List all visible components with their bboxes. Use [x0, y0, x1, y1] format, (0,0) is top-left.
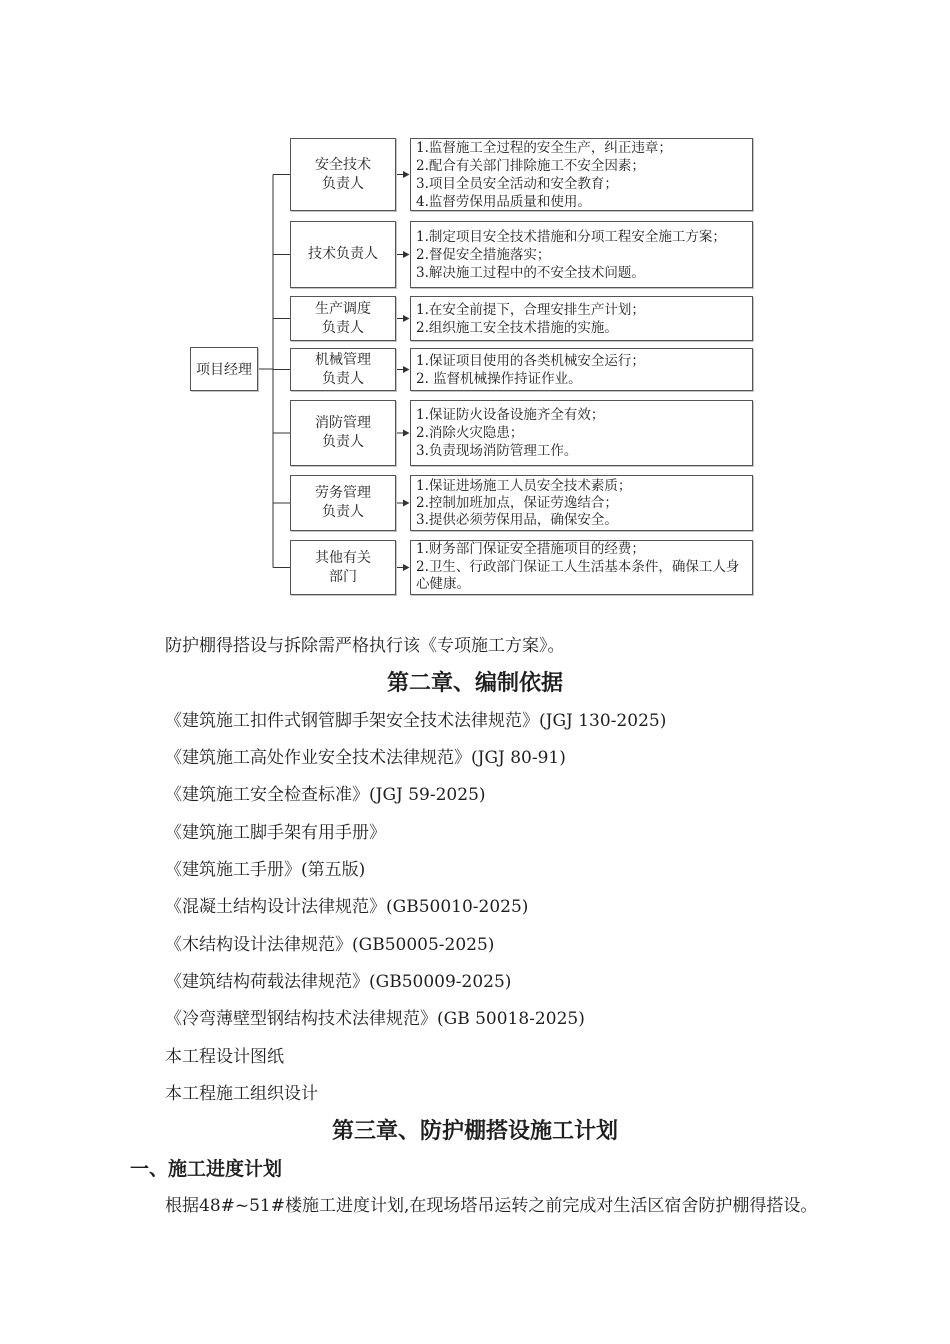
arrowhead-icon	[403, 430, 410, 437]
arrowhead-icon	[403, 500, 410, 507]
duty-line: 4.监督劳保用品质量和使用。	[416, 193, 591, 210]
arrowhead-icon	[403, 564, 410, 571]
duty-line: 2.督促安全措施落实；	[416, 246, 551, 263]
reference-item: 《建筑施工安全检查标准》(JGJ 59-2025)	[165, 785, 486, 806]
role-name-line: 负责人	[322, 434, 364, 450]
duty-line: 2.消除火灾隐患；	[416, 425, 524, 441]
arrowhead-icon	[403, 366, 410, 373]
document-body	[0, 628, 950, 1225]
duty-line: 2.配合有关部门排除施工不安全因素；	[416, 157, 645, 174]
role-name-line: 部门	[329, 568, 357, 585]
duty-line: 1.保证进场施工人员安全技术素质；	[416, 477, 632, 494]
role-box-other-departments	[290, 540, 396, 595]
duty-box-production	[410, 296, 753, 341]
duty-line: 2.卫生、行政部门保证工人生活基本条件，确保工人身	[416, 558, 740, 575]
reference-item: 《建筑施工手册》(第五版)	[165, 859, 366, 880]
role-box-production	[290, 296, 396, 341]
reference-item: 《木结构设计法律规范》(GB50005-2025)	[165, 934, 495, 955]
role-name-line: 安全技术	[315, 156, 371, 173]
duty-line: 1.保证防火设备设施齐全有效；	[416, 407, 605, 423]
reference-item: 《建筑施工高处作业安全技术法律规范》(JGJ 80-91)	[165, 747, 566, 768]
role-box-machinery	[290, 348, 396, 391]
role-name-line: 负责人	[322, 370, 364, 387]
role-name-line: 劳务管理	[315, 485, 371, 501]
chapter-2-title: 第二章、编制依据	[386, 670, 563, 697]
role-name-line: 负责人	[322, 319, 364, 336]
duty-line: 1.在安全前提下，合理安排生产计划；	[416, 301, 645, 318]
duty-line: 1.保证项目使用的各类机械安全运行；	[416, 352, 645, 369]
duty-line: 3.负责现场消防管理工作。	[416, 443, 578, 459]
duty-box-labor	[410, 475, 753, 531]
arrowhead-icon	[403, 171, 410, 178]
role-name-line: 其他有关	[315, 549, 371, 566]
role-name-line: 负责人	[322, 175, 364, 192]
reference-item: 《建筑结构荷载法律规范》(GB50009-2025)	[165, 971, 512, 992]
intro-paragraph: 防护棚得搭设与拆除需严格执行该《专项施工方案》。	[165, 636, 565, 656]
duty-box-machinery	[410, 348, 753, 391]
root-box-project-manager	[190, 347, 258, 391]
section-1-paragraph: 根据48#~51#楼施工进度计划,在现场塔吊运转之前完成对生活区宿舍防护棚得搭设。	[165, 1195, 818, 1216]
duty-box-other-departments	[410, 540, 753, 595]
duty-line: 心健康。	[416, 576, 470, 593]
duty-line: 2.组织施工安全技术措施的实施。	[416, 319, 618, 336]
reference-item: 《混凝土结构设计法律规范》(GB50010-2025)	[165, 897, 529, 918]
duty-line: 2. 监督机械操作持证作业。	[416, 370, 582, 387]
duty-line: 3.项目全员安全活动和安全教育；	[416, 175, 618, 192]
duty-box-fire	[410, 400, 753, 466]
duty-box-safety-tech	[410, 138, 753, 211]
role-box-fire	[290, 400, 396, 466]
reference-item: 《建筑施工脚手架有用手册》	[165, 822, 386, 843]
section-1-title: 一、施工进度计划	[130, 1157, 283, 1180]
role-name-line: 机械管理	[315, 351, 371, 368]
root-label: 项目经理	[196, 362, 252, 378]
duty-line: 1.财务部门保证安全措施项目的经费；	[416, 541, 645, 558]
duty-line: 3.提供必须劳保用品，确保安全。	[416, 511, 618, 528]
duty-box-technical	[410, 221, 753, 288]
chapter-3-title: 第三章、防护棚搭设施工计划	[331, 1118, 618, 1145]
role-name-line: 消防管理	[315, 415, 371, 431]
duty-line: 3.解决施工过程中的不安全技术问题。	[416, 264, 645, 281]
duty-line: 2.控制加班加点，保证劳逸结合；	[416, 494, 618, 511]
arrowhead-icon	[403, 251, 410, 258]
duty-line: 1.监督施工全过程的安全生产，纠正违章；	[416, 139, 672, 156]
duty-line: 1.制定项目安全技术措施和分项工程安全施工方案；	[416, 228, 726, 245]
role-box-safety-tech	[290, 138, 396, 211]
role-box-technical	[290, 221, 396, 288]
arrowhead-icon	[403, 315, 410, 322]
reference-item: 本工程施工组织设计	[165, 1083, 318, 1104]
role-name-line: 生产调度	[315, 300, 371, 317]
reference-item: 本工程设计图纸	[165, 1046, 284, 1067]
role-name-line: 负责人	[322, 504, 364, 520]
reference-item: 《建筑施工扣件式钢管脚手架安全技术法律规范》(JGJ 130-2025)	[165, 710, 667, 731]
role-name-line: 技术负责人	[308, 246, 378, 262]
reference-item: 《冷弯薄壁型钢结构技术法律规范》(GB 50018-2025)	[165, 1009, 585, 1030]
role-box-labor	[290, 475, 396, 531]
